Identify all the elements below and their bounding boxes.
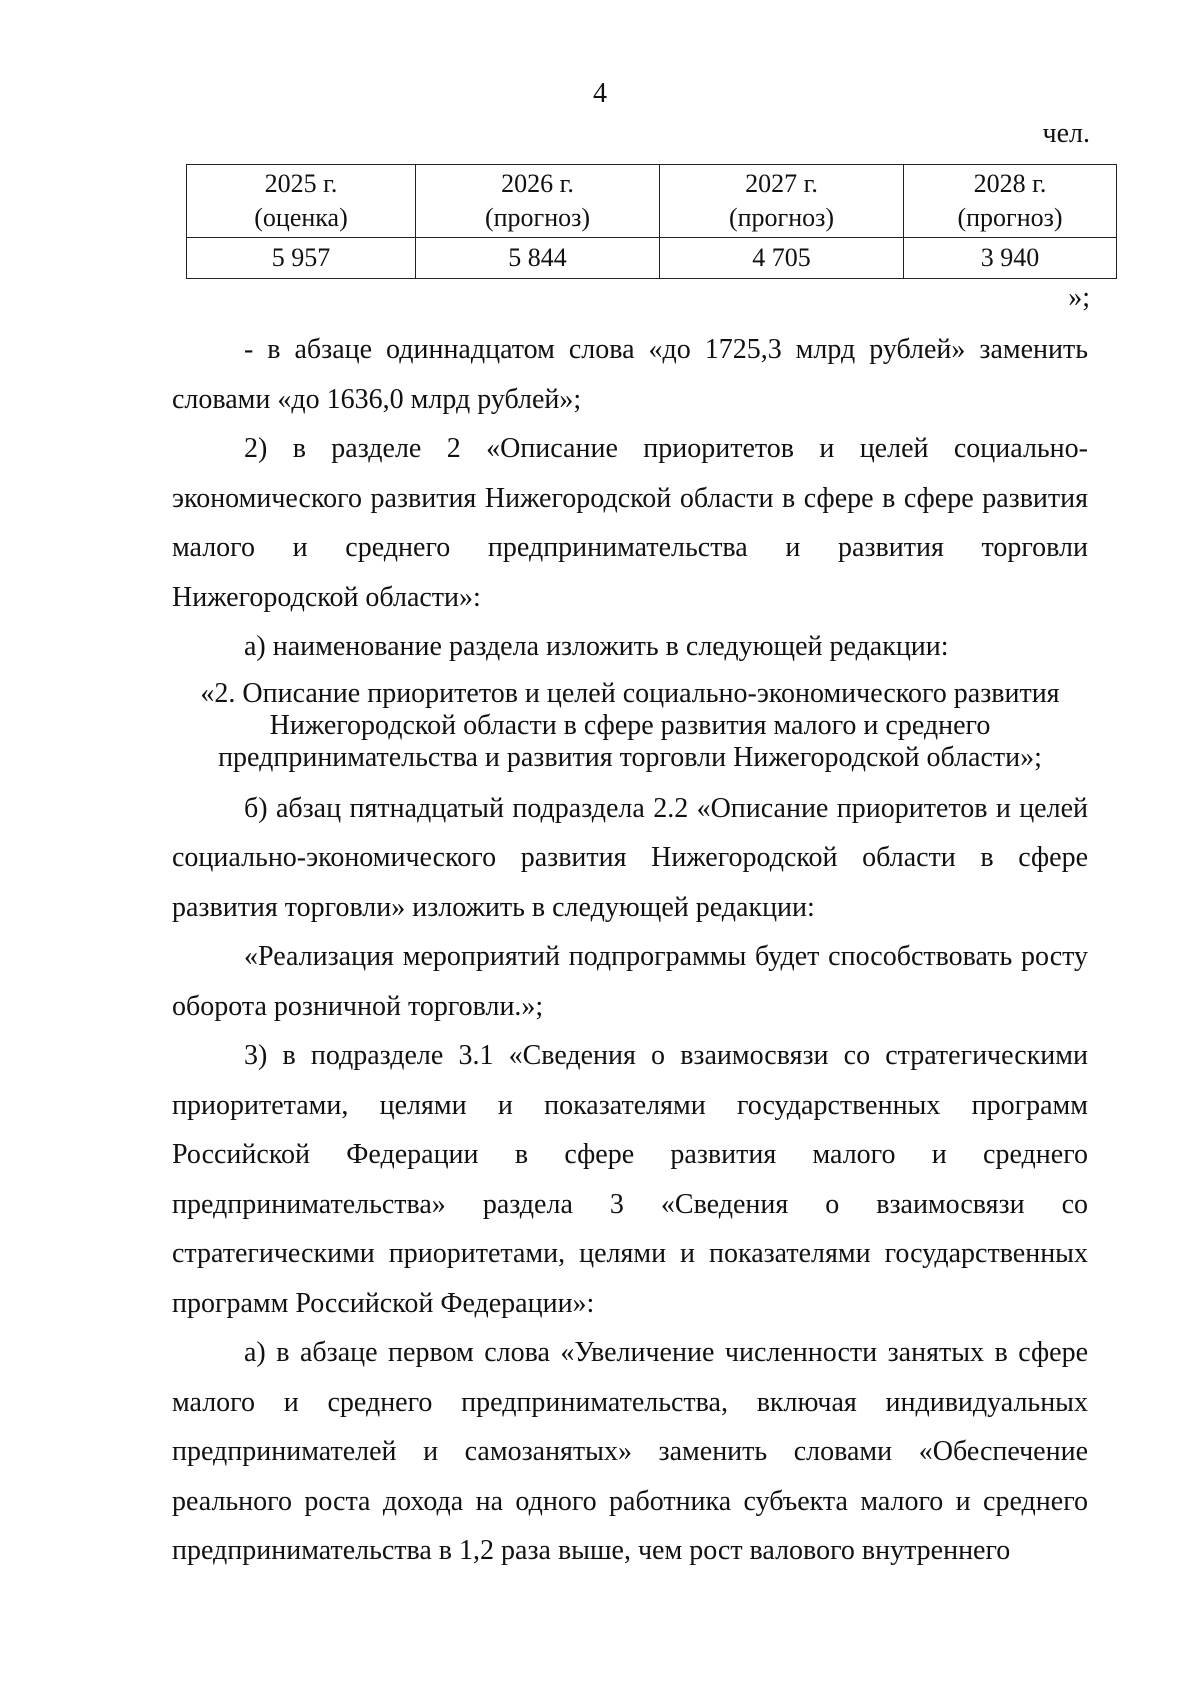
paragraph: - в абзаце одиннадцатом слова «до 1725,3 млрд рублей» заменить словами «до 1636,0 млрд рублей»; (172, 334, 1088, 415)
paragraph: а) в абзаце первом слова «Увеличение численности занятых в сфере малого и среднего предпринимательства, включая индивидуальных предпринимателей и самозанятых» заменить словами «Обеспечение реального роста дохода на одного работника субъекта малого и среднего предпринимательства в 1,2 раза выше, чем рост валового внутреннего (172, 1337, 1088, 1566)
table-header-cell: 2028 г. (прогноз) (904, 165, 1117, 238)
document-body (172, 325, 1088, 1576)
paragraph: «Реализация мероприятий подпрограммы будет способствовать росту оборота розничной торговли.»; (172, 941, 1088, 1022)
paragraph: 2) в разделе 2 «Описание приоритетов и целей социально-экономического развития Нижегородской области в сфере в сфере развития малого и среднего предпринимательства и развития торговли Нижегородской области»: (172, 433, 1088, 613)
table-header-cell: 2026 г. (прогноз) (416, 165, 660, 238)
closing-quote: »; (1068, 282, 1090, 313)
paragraph: а) наименование раздела изложить в следующей редакции: (244, 631, 949, 662)
table-cell: 4 705 (660, 238, 904, 279)
forecast-table (186, 164, 1117, 279)
table-cell: 5 844 (416, 238, 660, 279)
table-row (187, 238, 1117, 279)
heading-line: предпринимательства и развития торговли Нижегородской области»; (218, 741, 1042, 773)
heading-line: Нижегородской области в сфере развития малого и среднего (269, 709, 991, 741)
page-number: 4 (593, 78, 607, 109)
heading-line: «2. Описание приоритетов и целей социально-экономического развития (200, 677, 1060, 709)
table-header-cell: 2025 г. (оценка) (187, 165, 416, 238)
paragraph: 3) в подразделе 3.1 «Сведения о взаимосвязи со стратегическими приоритетами, целями и показателями государственных программ Российской Федерации в сфере развития малого и среднего предпринимательства» раздела 3 «Сведения о взаимосвязи со стратегическими приоритетами, целями и показателями государственных программ Российской Федерации»: (172, 1040, 1088, 1319)
section-heading-quote (172, 672, 1088, 784)
table-header-cell: 2027 г. (прогноз) (660, 165, 904, 238)
paragraph: б) абзац пятнадцатый подраздела 2.2 «Описание приоритетов и целей социально-экономического развития Нижегородской области в сфере развития торговли» изложить в следующей редакции: (172, 792, 1088, 923)
table-cell: 3 940 (904, 238, 1117, 279)
unit-label: чел. (1042, 118, 1090, 149)
table-header-row (187, 165, 1117, 238)
table-cell: 5 957 (187, 238, 416, 279)
